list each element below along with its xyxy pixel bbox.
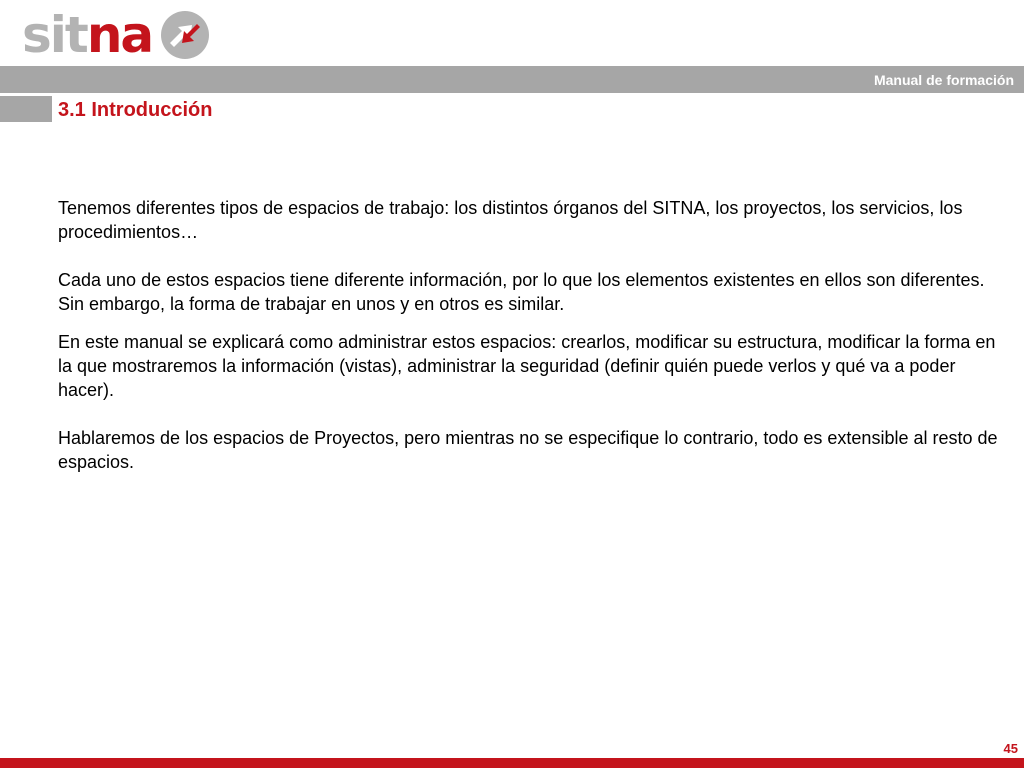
page-number: 45 <box>1003 741 1018 756</box>
paragraph-projects: Hablaremos de los espacios de Proyectos, pero mientras no se especifique lo contrario, todo es extensible al resto de espacios. <box>58 428 998 472</box>
body-content <box>58 196 998 474</box>
header-bar <box>0 66 1024 93</box>
title-accent-bar <box>0 96 52 122</box>
paragraph-workspace-info: Cada uno de estos espacios tiene diferente información, por lo que los elementos existentes en ellos son diferentes. Sin embargo, la forma de trabajar en unos y en otros es similar. <box>58 270 985 314</box>
footer-bar <box>0 758 1024 768</box>
logo-mark-icon <box>160 10 210 60</box>
section-title: 3.1 Introducción <box>58 99 213 121</box>
sitna-logo <box>22 8 210 62</box>
logo-wordmark <box>22 8 152 62</box>
paragraph-manual-scope: En este manual se explicará como administrar estos espacios: crearlos, modificar su estructura, modificar la forma en la que mostraremos la información (vistas), administrar la seguridad (definir quién puede verlos y qué va a poder hacer). <box>58 332 996 400</box>
paragraph-workspace-types: Tenemos diferentes tipos de espacios de trabajo: los distintos órganos del SITNA, los proyectos, los servicios, los procedimientos… <box>58 198 963 242</box>
manual-label: Manual de formación <box>873 72 1014 88</box>
logo-text-gray: sit <box>22 6 87 64</box>
logo-text-red: na <box>86 6 153 64</box>
